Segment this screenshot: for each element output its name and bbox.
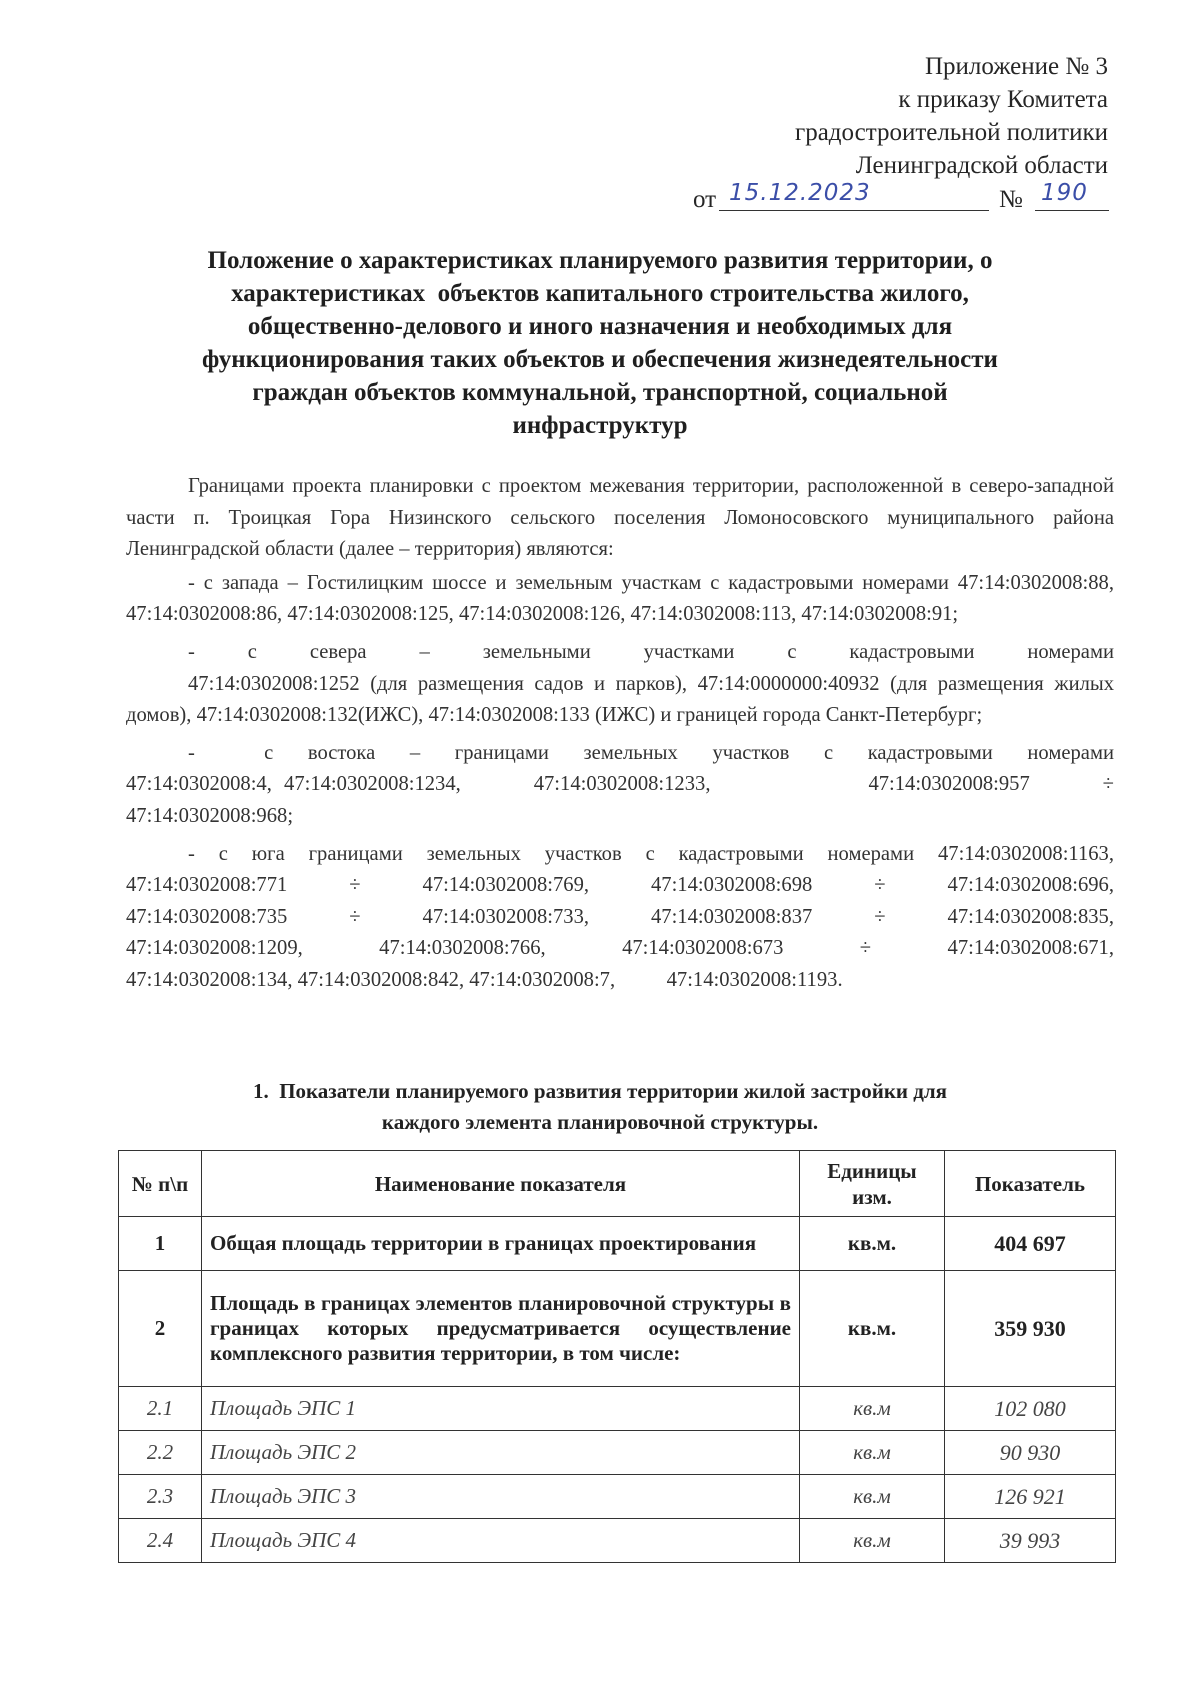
table-row [119, 1475, 1116, 1519]
document-title [150, 244, 1050, 442]
row-value: 102 080 [945, 1387, 1116, 1431]
row-num: 2 [119, 1271, 202, 1387]
row-num: 2.4 [119, 1519, 202, 1563]
handwritten-number: 190 [1041, 180, 1088, 206]
north-boundary-first-line: - с севера – земельными участками с кадастровыми номерами [188, 640, 1114, 663]
table-row [119, 1271, 1116, 1387]
indicators-table [118, 1150, 1116, 1563]
section-heading-line: 1. Показатели планируемого развития территории жилой застройки для [252, 1079, 948, 1103]
col-header-name: Наименование показателя [202, 1151, 800, 1217]
row-value: 359 930 [945, 1271, 1116, 1387]
south-boundary-line: 47:14:0302008:1209, 47:14:0302008:766, 47:14:0302008:673 ÷ 47:14:0302008:671, [126, 937, 1114, 960]
row-name: Общая площадь территории в границах проектирования [202, 1217, 800, 1271]
title-line: характеристиках объектов капитального строительства жилого, [231, 280, 969, 307]
handwritten-date: 15.12.2023 [729, 180, 871, 206]
row-name: Площадь ЭПС 2 [202, 1431, 800, 1475]
row-num: 2.3 [119, 1475, 202, 1519]
east-boundary-first-line: - с востока – границами земельных участков с кадастровыми номерами [188, 741, 1114, 764]
row-num: 2.2 [119, 1431, 202, 1475]
row-value: 90 930 [945, 1431, 1116, 1475]
order-reference: к приказу Комитета [898, 86, 1108, 113]
row-unit: кв.м. [800, 1217, 945, 1271]
row-unit: кв.м. [800, 1271, 945, 1387]
region-name: Ленинградской области [855, 152, 1108, 179]
col-header-num [119, 1151, 202, 1217]
north-boundary-rest: 47:14:0302008:1252 (для размещения садов и парков), 47:14:0000000:40932 (для размещения жилых домов), 47:14:0302008:132(ИЖС), 47:14:0302008:133 (ИЖС) и границей города Санкт-Петербург; [126, 672, 1114, 727]
table-row [119, 1519, 1116, 1563]
row-name: Площадь ЭПС 4 [202, 1519, 800, 1563]
number-field [1035, 182, 1109, 211]
row-unit: кв.м [800, 1475, 945, 1519]
title-line: граждан объектов коммунальной, транспортной, социальной [252, 379, 948, 406]
section-heading-line: каждого элемента планировочной структуры. [381, 1110, 819, 1134]
east-boundary-second-line: 47:14:0302008:4, 47:14:0302008:1234, 47:14:0302008:1233, 47:14:0302008:957 ÷ [126, 773, 1114, 796]
title-line: общественно-делового и иного назначения и необходимых для [247, 313, 953, 340]
table-row [119, 1217, 1116, 1271]
col-header-unit: Единицы изм. [800, 1151, 945, 1217]
date-field [719, 182, 989, 211]
col-header-num-text: № п\п [131, 1171, 189, 1196]
row-name: Площадь в границах элементов планировочной структуры в границах которых предусматривается осуществление комплексного развития территории, в том числе: [202, 1271, 800, 1387]
title-line: инфраструктур [512, 412, 688, 439]
row-value: 126 921 [945, 1475, 1116, 1519]
row-num: 1 [119, 1217, 202, 1271]
south-boundary-line: 47:14:0302008:771 ÷ 47:14:0302008:769, 47:14:0302008:698 ÷ 47:14:0302008:696, [126, 874, 1114, 897]
row-name: Площадь ЭПС 1 [202, 1387, 800, 1431]
table-header-row [119, 1151, 1116, 1217]
appendix-label: Приложение № 3 [924, 53, 1108, 80]
table-row [119, 1431, 1116, 1475]
west-boundary-paragraph: - с запада – Гостилицким шоссе и земельным участкам с кадастровыми номерами 47:14:0302008:88, 47:14:0302008:86, 47:14:0302008:125, 47:14:0302008:126, 47:14:0302008:113, 47:14:0302008:91; [126, 571, 1114, 626]
row-num: 2.1 [119, 1387, 202, 1431]
row-unit: кв.м [800, 1387, 945, 1431]
row-name: Площадь ЭПС 3 [202, 1475, 800, 1519]
date-from-label: от [693, 186, 717, 213]
row-unit: кв.м [800, 1519, 945, 1563]
row-value: 404 697 [945, 1217, 1116, 1271]
east-boundary-third-line: 47:14:0302008:968; [126, 804, 294, 827]
title-line: функционирования таких объектов и обеспечения жизнедеятельности [202, 346, 998, 373]
row-unit: кв.м [800, 1431, 945, 1475]
south-boundary-line: 47:14:0302008:735 ÷ 47:14:0302008:733, 47:14:0302008:837 ÷ 47:14:0302008:835, [126, 905, 1114, 928]
boundaries-description [126, 471, 1114, 997]
committee-name: градостроительной политики [794, 119, 1108, 146]
title-line: Положение о характеристиках планируемого развития территории, о [207, 247, 993, 274]
south-boundary-line: - с юга границами земельных участков с кадастровыми номерами 47:14:0302008:1163, [188, 842, 1114, 865]
south-boundary-line: 47:14:0302008:134, 47:14:0302008:842, 47:14:0302008:7, 47:14:0302008:1193. [126, 968, 843, 991]
number-label: № [999, 186, 1023, 213]
section-heading [150, 1076, 1050, 1138]
col-header-value: Показатель [945, 1151, 1116, 1217]
intro-paragraph: Границами проекта планировки с проектом межевания территории, расположенной в северо-западной части п. Троицкая Гора Низинского сельского поселения Ломоносовского муниципального района Ленинградской области (далее – территория) являются: [126, 475, 1114, 561]
table-row [119, 1387, 1116, 1431]
date-number-line [693, 182, 1109, 218]
row-value: 39 993 [945, 1519, 1116, 1563]
